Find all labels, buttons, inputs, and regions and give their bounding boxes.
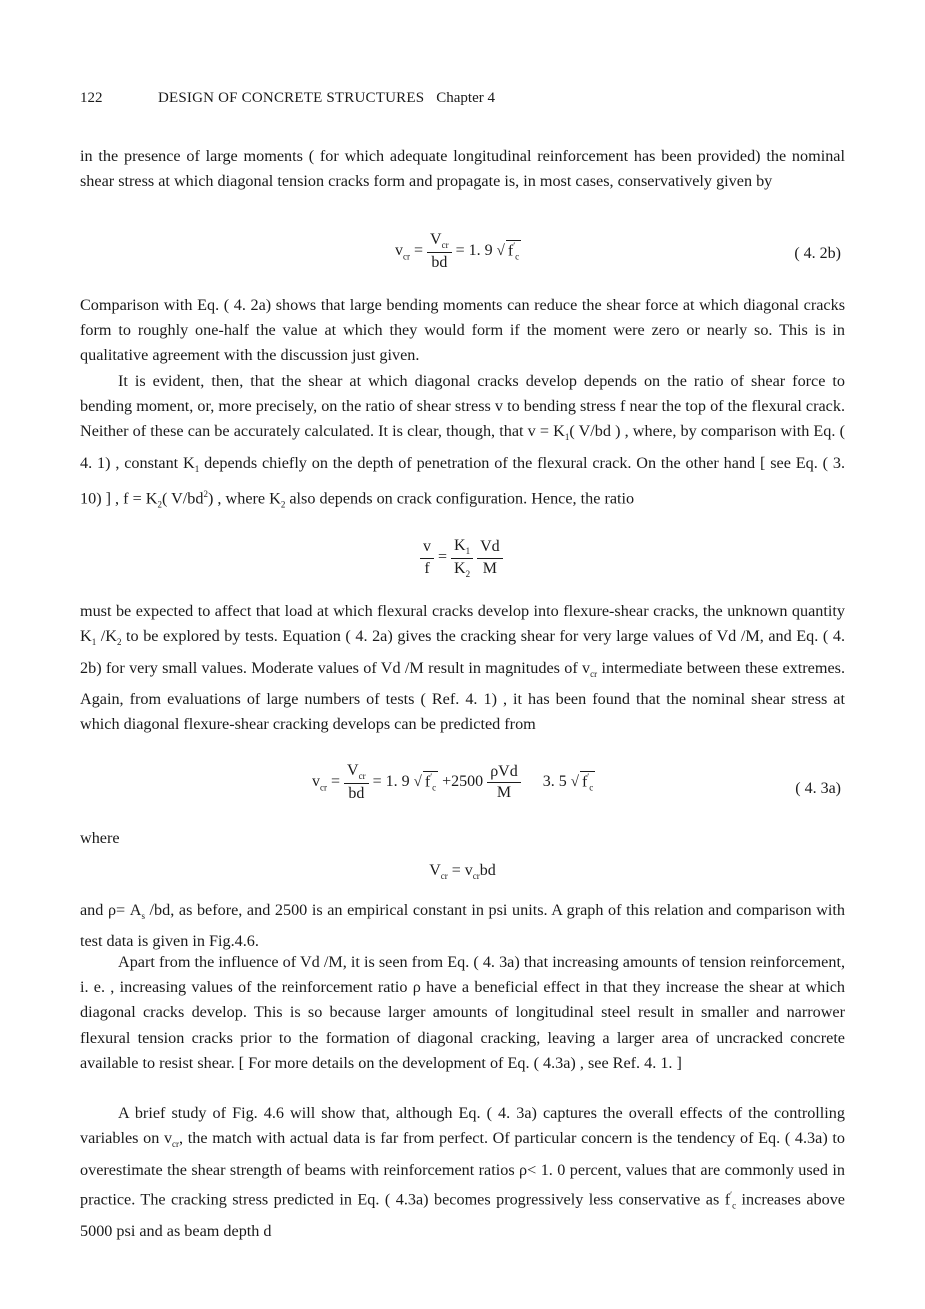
p3-d: ( V/bd — [161, 489, 204, 508]
eq2-limit-radicand-f: f — [581, 773, 588, 791]
eq2-rho-num: ρVd — [487, 763, 521, 783]
p3-c: depends chiefly on the depth of penetration of the flexural crack. On the other hand [ see Eq. ( 3. 10) ] , f = K — [80, 453, 846, 508]
sqrt-radicand — [506, 240, 521, 262]
eq-lhs-sub: cr — [403, 251, 410, 262]
eq2-den: bd — [348, 784, 365, 802]
p3-a-sub: 1 — [564, 432, 570, 443]
vcr-lhs: V — [429, 862, 441, 879]
paragraph-5-text — [80, 898, 845, 955]
paragraph-4-text — [80, 599, 845, 737]
fraction-k1-k2 — [451, 537, 473, 579]
paragraph-3 — [80, 369, 845, 518]
eq2-lhs: v — [312, 773, 320, 791]
p3-e-sub: 2 — [280, 499, 286, 510]
eq-coefficient: = 1. 9 — [455, 242, 493, 260]
fraction-v: v — [420, 538, 434, 558]
p5-a-sub: s — [141, 911, 145, 922]
eq-lhs: v — [395, 242, 403, 260]
p4-b-sub: 2 — [116, 637, 122, 648]
fraction-rhovd-m — [487, 763, 521, 803]
vcr-lhs-sub: cr — [440, 871, 448, 882]
paragraph-4 — [80, 599, 845, 737]
eq2-radicand-f: f — [424, 773, 431, 791]
page-header — [80, 90, 495, 107]
fraction-m: M — [482, 559, 497, 577]
k2-sub: 2 — [465, 568, 471, 579]
equals-sign: = — [438, 548, 448, 566]
radicand-sub: c — [515, 251, 520, 262]
fraction-v-f — [420, 538, 434, 578]
paragraph-2 — [80, 293, 845, 369]
p4-c: to be explored by tests. Equation ( 4. 2a) gives the cracking shear for very large values of Vd /M, and Eq. ( 4. 2b) for very small values. Moderate values of Vd /M result in magnitudes of v — [80, 627, 845, 677]
p3-e: ) , where K — [208, 489, 281, 508]
fraction-numerator: V — [430, 231, 442, 248]
eq2-limit-radicand-sub: c — [589, 782, 594, 793]
p7-a: A brief study of Fig. 4.6 will show that, although Eq. ( 4. 3a) captures the overall effects of the controlling variables on v — [80, 1104, 845, 1148]
paragraph-6-text: Apart from the influence of Vd /M, it is seen from Eq. ( 4. 3a) that increasing amounts of tension reinforcement, i. e. , increasing values of the reinforcement ratio ρ have a beneficial effect in that they increase the shear at which diagonal cracks develop. This is so because larger amounts of longitudinal steel result in smaller and narrower flexural tension cracks prior to the formation of diagonal cracking, leaving a larger area of uncracked concrete available to resist shear. [ For more details on the development of Eq. ( 4.3a) , see Ref. 4. 1. ] — [80, 953, 845, 1072]
eq2-rho-den: M — [496, 783, 512, 801]
paragraph-7 — [80, 1101, 845, 1244]
k2: K — [454, 559, 466, 577]
k1: K — [454, 537, 466, 554]
p3-b: ( V/bd ) , where, by comparison with Eq. ( 4. 1) , constant K — [80, 422, 845, 472]
page-number: 122 — [80, 90, 103, 106]
p7-b: , the match with actual data is far from perfect. Of particular concern is the tendency of Eq. ( 4.3a) to overestimate the shear strength of beams with reinforcement ratios ρ< 1. 0 percent, values that are commonly used in practice. The cracking stress predicted in Eq. ( 4.3a) becomes progressively less conservative as f — [80, 1129, 845, 1209]
fraction-vd-m — [477, 538, 503, 578]
eq2-plus-term: +2500 — [442, 773, 484, 791]
p4-b: /K — [96, 627, 117, 646]
eq2-coefficient: = 1. 9 — [372, 773, 410, 791]
where-text: where — [80, 829, 120, 847]
sqrt-sign-icon: √ — [570, 774, 579, 791]
p5-a: and ρ= A — [80, 901, 142, 919]
fraction-denominator: bd — [431, 253, 448, 271]
equation-label: ( 4. 2b) — [794, 245, 841, 262]
paragraph-1-text: in the presence of large moments ( for which adequate longitudinal reinforcement has been provided) the nominal shear stress at which diagonal tension cracks form and propagate is, in most cases, conservatively given by — [80, 147, 845, 191]
sqrt-sign-icon: √ — [413, 774, 422, 791]
eq2-limit: 3. 5 — [542, 773, 567, 791]
equation-vcr — [0, 862, 925, 881]
equation-label: ( 4. 3a) — [795, 780, 841, 797]
p4-a: must be expected to affect that load at which flexural cracks develop into flexure-shear cracks, the unknown quantity K — [80, 602, 845, 646]
paragraph-2-text: Comparison with Eq. ( 4. 2a) shows that large bending moments can reduce the shear force at which diagonal cracks form to roughly one-half the value at which they would form if the moment were zero or nearly so. This is in qualitative agreement with the discussion just given. — [80, 296, 845, 365]
fraction-vcr-bd — [427, 231, 452, 272]
p3-f: also depends on crack configuration. Hence, the ratio — [285, 489, 635, 508]
fraction-numerator-sub: cr — [441, 240, 449, 251]
p4-d: intermediate between these extremes. Again, from evaluations of large numbers of tests ( Ref. 4. 1) , it has been found that the nominal shear stress at which diagonal flexure-shear cracking develops can be predicted from — [80, 658, 845, 734]
p3-c-sub: 2 — [157, 499, 162, 510]
chapter-label: Chapter 4 — [436, 90, 495, 106]
p5-b: /bd, as before, and 2500 is an empirical constant in psi units. A graph of this relation and comparison with test data is given in Fig.4.6. — [80, 901, 845, 951]
eq2-limit-radicand-prime: ′ — [587, 771, 590, 782]
p7-b-sub: c — [732, 1200, 737, 1211]
radicand-prime: ′ — [513, 240, 516, 251]
fraction-vd: Vd — [477, 538, 503, 558]
vcr-rhs: bd — [479, 862, 496, 879]
equation-ratio-body — [420, 537, 503, 579]
eq2-radicand-sub: c — [432, 782, 437, 793]
paragraph-1 — [80, 144, 845, 194]
eq2-num: V — [347, 762, 359, 779]
vcr-mid-sub: cr — [472, 871, 480, 882]
p7-a-sub: cr — [172, 1139, 180, 1150]
fraction-vcr-bd-2 — [344, 762, 369, 803]
sqrt-radicand-2 — [423, 771, 438, 793]
fraction-f: f — [424, 559, 430, 577]
equation-4-3a-body: $v_{cr}$ = $\frac{V_{cr}}{bd}$ = 1. 9 √ $f'_c +2500$ $\frac{\text{ρVd}}{M}$ 3. 5 √ $f'_c$ — [312, 762, 594, 802]
sqrt-radicand-3 — [580, 771, 595, 793]
eq2-lhs-sub: cr — [320, 782, 327, 793]
p7-b-sup: ′ — [730, 1189, 733, 1200]
eq2-num-sub: cr — [358, 771, 366, 782]
k1-sub: 1 — [465, 546, 471, 557]
vcr-mid: = v — [447, 862, 473, 879]
p4-c-sub: cr — [590, 668, 598, 679]
p3-d-sup: 2 — [203, 489, 208, 500]
where-label — [80, 826, 845, 851]
running-title: DESIGN OF CONCRETE STRUCTURES — [158, 90, 425, 106]
paragraph-5 — [80, 898, 845, 955]
paragraph-6 — [80, 950, 845, 1076]
paragraph-7-text — [80, 1101, 845, 1244]
p7-c: increases above 5000 psi and as beam depth d — [80, 1190, 845, 1240]
paragraph-3-text — [80, 369, 845, 518]
p4-a-sub: 1 — [91, 637, 97, 648]
equation-4-2b-body: $v_{cr}$ = $\frac{V_{cr}}{bd}$ = 1. 9 √ $f'_c$ — [395, 231, 520, 271]
sqrt-sign-icon: √ — [496, 243, 505, 260]
radicand-f: f — [507, 242, 514, 260]
p3-a: It is evident, then, that the shear at which diagonal cracks develop depends on the ratio of shear force to bending moment, or, more precisely, on the ratio of shear stress v to bending stress f near the top of the flexural crack. Neither of these can be accurately calculated. It is clear, though, that v = K — [80, 372, 845, 441]
p3-b-sub: 1 — [194, 464, 200, 475]
eq2-radicand-prime: ′ — [430, 771, 433, 782]
